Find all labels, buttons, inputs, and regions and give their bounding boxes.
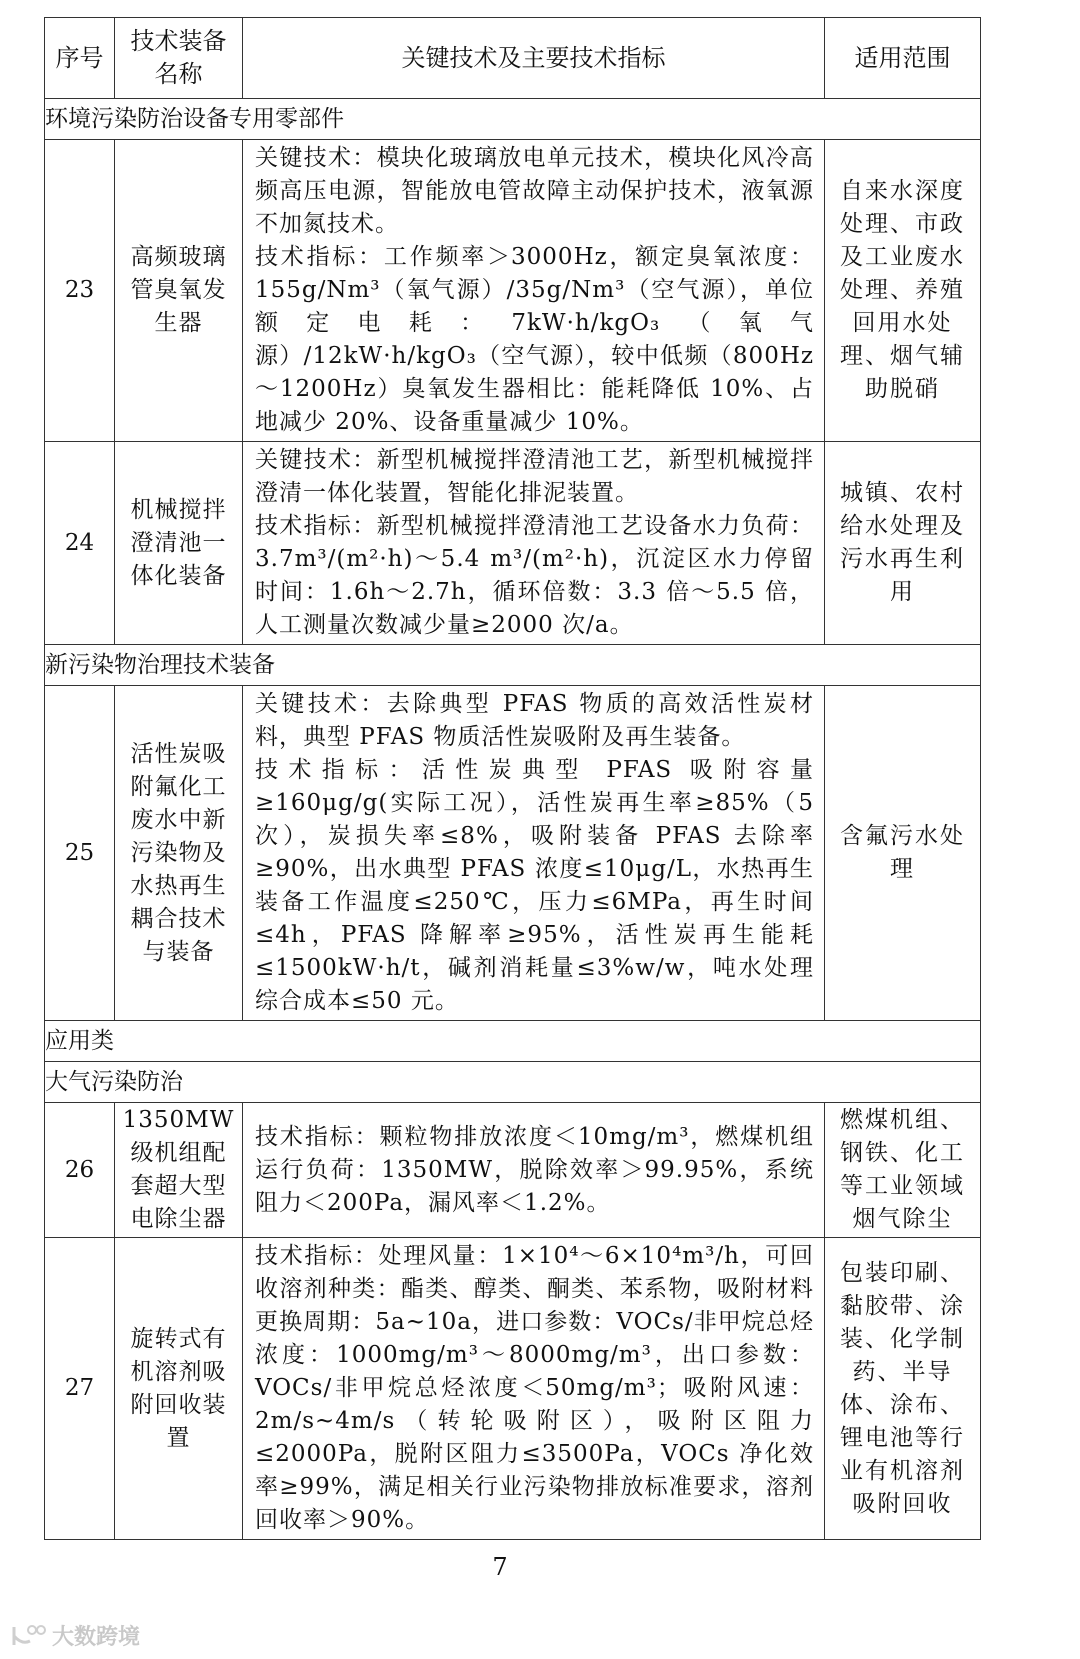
application-scope: 包装印刷、黏胶带、涂装、化学制药、半导体、涂布、锂电池等行业有机溶剂吸附回收 xyxy=(825,1238,981,1540)
technology-description xyxy=(243,442,825,645)
section-title: 大气污染防治 xyxy=(45,1062,981,1103)
row-number: 26 xyxy=(45,1103,115,1238)
table-row xyxy=(45,140,981,442)
table-header-row xyxy=(45,18,981,99)
indicators-text: 技术指标：活性炭典型 PFAS 吸附容量≥160μg/g(实际工况），活性炭再生率≥85%（5 次），炭损失率≤8%，吸附装备 PFAS 去除率≥90%，出水典型 PFAS 浓度≤10μg/L，水热再生装备工作温度≤250℃，压力≤6MPa，再生时间≤4h，PFAS 降解率≥95%，活性炭再生能耗≤1500kW·h/t，碱剂消耗量≤3%w/w，吨水处理综合成本≤50 元。 xyxy=(255,757,814,1014)
section-row xyxy=(45,645,981,686)
equipment-name: 高频玻璃管臭氧发生器 xyxy=(115,140,243,442)
table-row xyxy=(45,1238,981,1540)
technology-equipment-table xyxy=(44,17,981,1540)
equipment-name: 机械搅拌澄清池一体化装备 xyxy=(115,442,243,645)
row-number: 24 xyxy=(45,442,115,645)
watermark-text: 大数跨境 xyxy=(52,1625,141,1650)
row-number: 27 xyxy=(45,1238,115,1540)
application-scope: 自来水深度处理、市政及工业废水处理、养殖回用水处理、烟气辅助脱硝 xyxy=(825,140,981,442)
equipment-name: 旋转式有机溶剂吸附回收装置 xyxy=(115,1238,243,1540)
row-number: 25 xyxy=(45,686,115,1021)
header-key-technology: 关键技术及主要技术指标 xyxy=(243,18,825,99)
watermark-logo-icon xyxy=(10,1623,46,1649)
application-scope: 含氟污水处理 xyxy=(825,686,981,1021)
section-title: 环境污染防治设备专用零部件 xyxy=(45,99,981,140)
key-technology-text: 关键技术：模块化玻璃放电单元技术，模块化风冷高频高压电源，智能放电管故障主动保护技术，液氧源不加氮技术。 xyxy=(255,145,814,237)
header-scope: 适用范围 xyxy=(825,18,981,99)
page-number: 7 xyxy=(492,1553,508,1581)
section-title: 应用类 xyxy=(45,1021,981,1062)
row-number: 23 xyxy=(45,140,115,442)
technology-description xyxy=(243,1238,825,1540)
application-scope: 燃煤机组、钢铁、化工等工业领域烟气除尘 xyxy=(825,1103,981,1238)
indicators-text: 技术指标：处理风量：1×10⁴～6×10⁴m³/h，可回收溶剂种类：酯类、醇类、酮类、苯系物，吸附材料更换周期：5a~10a，进口参数：VOCs/非甲烷总烃浓度：1000mg/m³～8000mg/m³，出口参数：VOCs/非甲烷总烃浓度＜50mg/m³；吸附风速：2m/s~4m/s（转轮吸附区），吸附区阻力≤2000Pa，脱附区阻力≤3500Pa，VOCs 净化效率≥99%，满足相关行业污染物排放标准要求，溶剂回收率＞90%。 xyxy=(255,1243,814,1533)
table-row xyxy=(45,1103,981,1238)
key-technology-text: 关键技术：新型机械搅拌澄清池工艺，新型机械搅拌澄清一体化装置，智能化排泥装置。 xyxy=(255,447,814,506)
technology-description xyxy=(243,1103,825,1238)
technology-description xyxy=(243,140,825,442)
section-row xyxy=(45,1021,981,1062)
key-technology-text: 关键技术：去除典型 PFAS 物质的高效活性炭材料，典型 PFAS 物质活性炭吸附及再生装备。 xyxy=(255,691,814,750)
indicators-text: 技术指标：新型机械搅拌澄清池工艺设备水力负荷：3.7m³/(m²·h)～5.4 m³/(m²·h)，沉淀区水力停留时间：1.6h～2.7h，循环倍数：3.3 倍～5.5 倍，人工测量次数减少量≥2000 次/a。 xyxy=(255,513,814,638)
header-equipment-name: 技术装备名称 xyxy=(115,18,243,99)
section-row xyxy=(45,1062,981,1103)
table-row xyxy=(45,686,981,1021)
equipment-name: 活性炭吸附氟化工废水中新污染物及水热再生耦合技术与装备 xyxy=(115,686,243,1021)
technology-description xyxy=(243,686,825,1021)
indicators-text: 技术指标：颗粒物排放浓度＜10mg/m³，燃煤机组运行负荷：1350MW，脱除效率＞99.95%，系统阻力＜200Pa，漏风率＜1.2%。 xyxy=(255,1123,814,1216)
equipment-name: 1350MW级机组配套超大型电除尘器 xyxy=(115,1103,243,1238)
watermark xyxy=(10,1620,140,1651)
application-scope: 城镇、农村给水处理及污水再生利用 xyxy=(825,442,981,645)
section-row xyxy=(45,99,981,140)
header-serial-number: 序号 xyxy=(45,18,115,99)
table-row xyxy=(45,442,981,645)
section-title: 新污染物治理技术装备 xyxy=(45,645,981,686)
indicators-text: 技术指标：工作频率＞3000Hz，额定臭氧浓度：155g/Nm³（氧气源）/35g/Nm³（空气源），单位额定电耗：7kW·h/kgO₃（氧气源）/12kW·h/kgO₃（空气源），较中低频（800Hz～1200Hz）臭氧发生器相比：能耗降低 10%、占地减少 20%、设备重量减少 10%。 xyxy=(255,244,814,435)
